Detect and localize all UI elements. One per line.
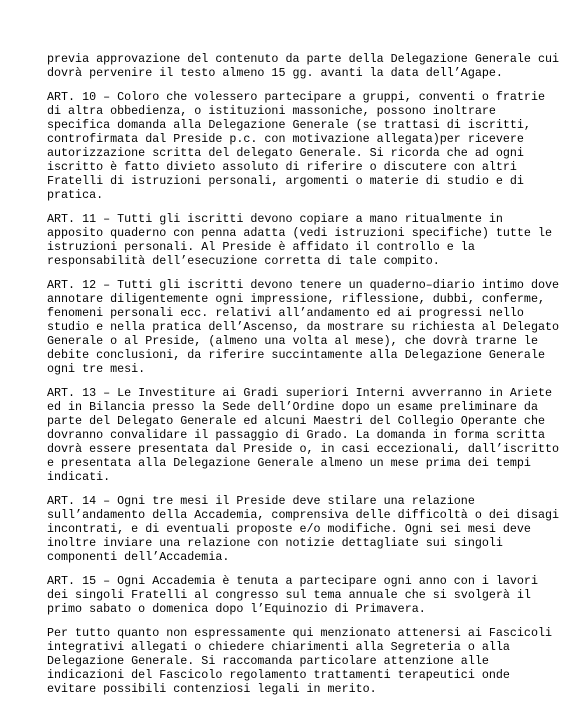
text-line: ART. 13 – Le Investiture ai Gradi superiori Interni avverranno in Ariete xyxy=(47,386,552,400)
text-line: di altra obbedienza, o istituzioni massoniche, possono inoltrare xyxy=(47,104,496,118)
text-line: pratica. xyxy=(47,188,104,202)
text-line: dovranno convalidare il passaggio di Grado. La domanda in forma scritta xyxy=(47,428,545,442)
paragraph xyxy=(47,386,559,484)
text-line: studio e nella pratica dell’Ascenso, da mostrare su richiesta al Delegato xyxy=(47,320,559,334)
text-line: previa approvazione del contenuto da parte della Delegazione Generale cui xyxy=(47,52,559,66)
text-line: dovrà essere presentata dal Preside o, in casi eccezionali, dall’iscritto xyxy=(47,442,559,456)
text-line: indicazioni del Fascicolo regolamento trattamenti terapeutici onde xyxy=(47,668,510,682)
text-line: specifica domanda alla Delegazione Generale (se trattasi di iscritti, xyxy=(47,118,531,132)
text-line: evitare possibili contenziosi legali in merito. xyxy=(47,682,377,696)
text-line: Per tutto quanto non espressamente qui menzionato attenersi ai Fascicoli xyxy=(47,626,552,640)
text-line: inoltre inviare una relazione con notizie dettagliate sui singoli xyxy=(47,536,503,550)
paragraph xyxy=(47,52,559,80)
text-line: Generale o al Preside, (almeno una volta al mese), che dovrà trarne le xyxy=(47,334,538,348)
paragraph xyxy=(47,494,559,564)
text-line: ed in Bilancia presso la Sede dell’Ordine dopo un esame preliminare da xyxy=(47,400,538,414)
document-page xyxy=(47,52,559,706)
paragraph xyxy=(47,90,547,202)
paragraph xyxy=(47,278,559,376)
text-line: indicati. xyxy=(47,470,111,484)
text-line: apposito quaderno con penna adatta (vedi istruzioni specifiche) tutte le xyxy=(47,226,552,240)
text-line: ART. 10 – Coloro che volessero partecipare a gruppi, conventi o fratrie xyxy=(47,90,545,104)
text-line: integrativi allegati o chiedere chiarimenti alla Segreteria o alla xyxy=(47,640,510,654)
text-line: Delegazione Generale. Si raccomanda particolare attenzione alle xyxy=(47,654,489,668)
text-line: Fratelli di istruzioni personali, argomenti o materie di studio e di xyxy=(47,174,524,188)
paragraph xyxy=(47,626,552,696)
text-line: iscritto è fatto divieto assoluto di riferire o discutere con altri xyxy=(47,160,517,174)
text-line: annotare diligentemente ogni impressione, riflessione, dubbi, conferme, xyxy=(47,292,545,306)
text-line: componenti dell’Accademia. xyxy=(47,550,230,564)
text-line: dovrà pervenire il testo almeno 15 gg. avanti la data dell’Agape. xyxy=(47,66,503,80)
text-line: e presentata alla Delegazione Generale almeno un mese prima dei tempi xyxy=(47,456,531,470)
text-line: debite conclusioni, da riferire succintamente alla Delegazione Generale xyxy=(47,348,545,362)
text-line: istruzioni personali. Al Preside è affidato il controllo e la xyxy=(47,240,475,254)
paragraph xyxy=(47,212,552,268)
text-line: primo sabato o domenica dopo l’Equinozio di Primavera. xyxy=(47,602,426,616)
text-line: controfirmata dal Preside p.c. con motivazione allegata)per ricevere xyxy=(47,132,524,146)
text-line: parte del Delegato Generale ed alcuni Maestri del Collegio Operante che xyxy=(47,414,545,428)
paragraph xyxy=(47,574,547,616)
text-line: ART. 15 – Ogni Accademia è tenuta a partecipare ogni anno con i lavori xyxy=(47,574,538,588)
text-line: incontrati, e di eventuali proposte e/o modifiche. Ogni sei mesi deve xyxy=(47,522,531,536)
text-line: autorizzazione scritta del delegato Generale. Si ricorda che ad ogni xyxy=(47,146,524,160)
document-body xyxy=(47,52,559,696)
text-line: ART. 14 – Ogni tre mesi il Preside deve stilare una relazione xyxy=(47,494,475,508)
text-line: ART. 12 – Tutti gli iscritti devono tenere un quaderno–diario intimo dove xyxy=(47,278,559,292)
text-line: fenomeni personali ecc. relativi all’andamento ed ai progressi nello xyxy=(47,306,524,320)
text-line: sull’andamento della Accademia, comprensiva delle difficoltà o dei disagi xyxy=(47,508,559,522)
text-line: dei singoli Fratelli al congresso sul tema annuale che si svolgerà il xyxy=(47,588,531,602)
text-line: ogni tre mesi. xyxy=(47,362,146,376)
text-line: responsabilità dell’esecuzione corretta di tale compito. xyxy=(47,254,440,268)
text-line: ART. 11 – Tutti gli iscritti devono copiare a mano ritualmente in xyxy=(47,212,503,226)
